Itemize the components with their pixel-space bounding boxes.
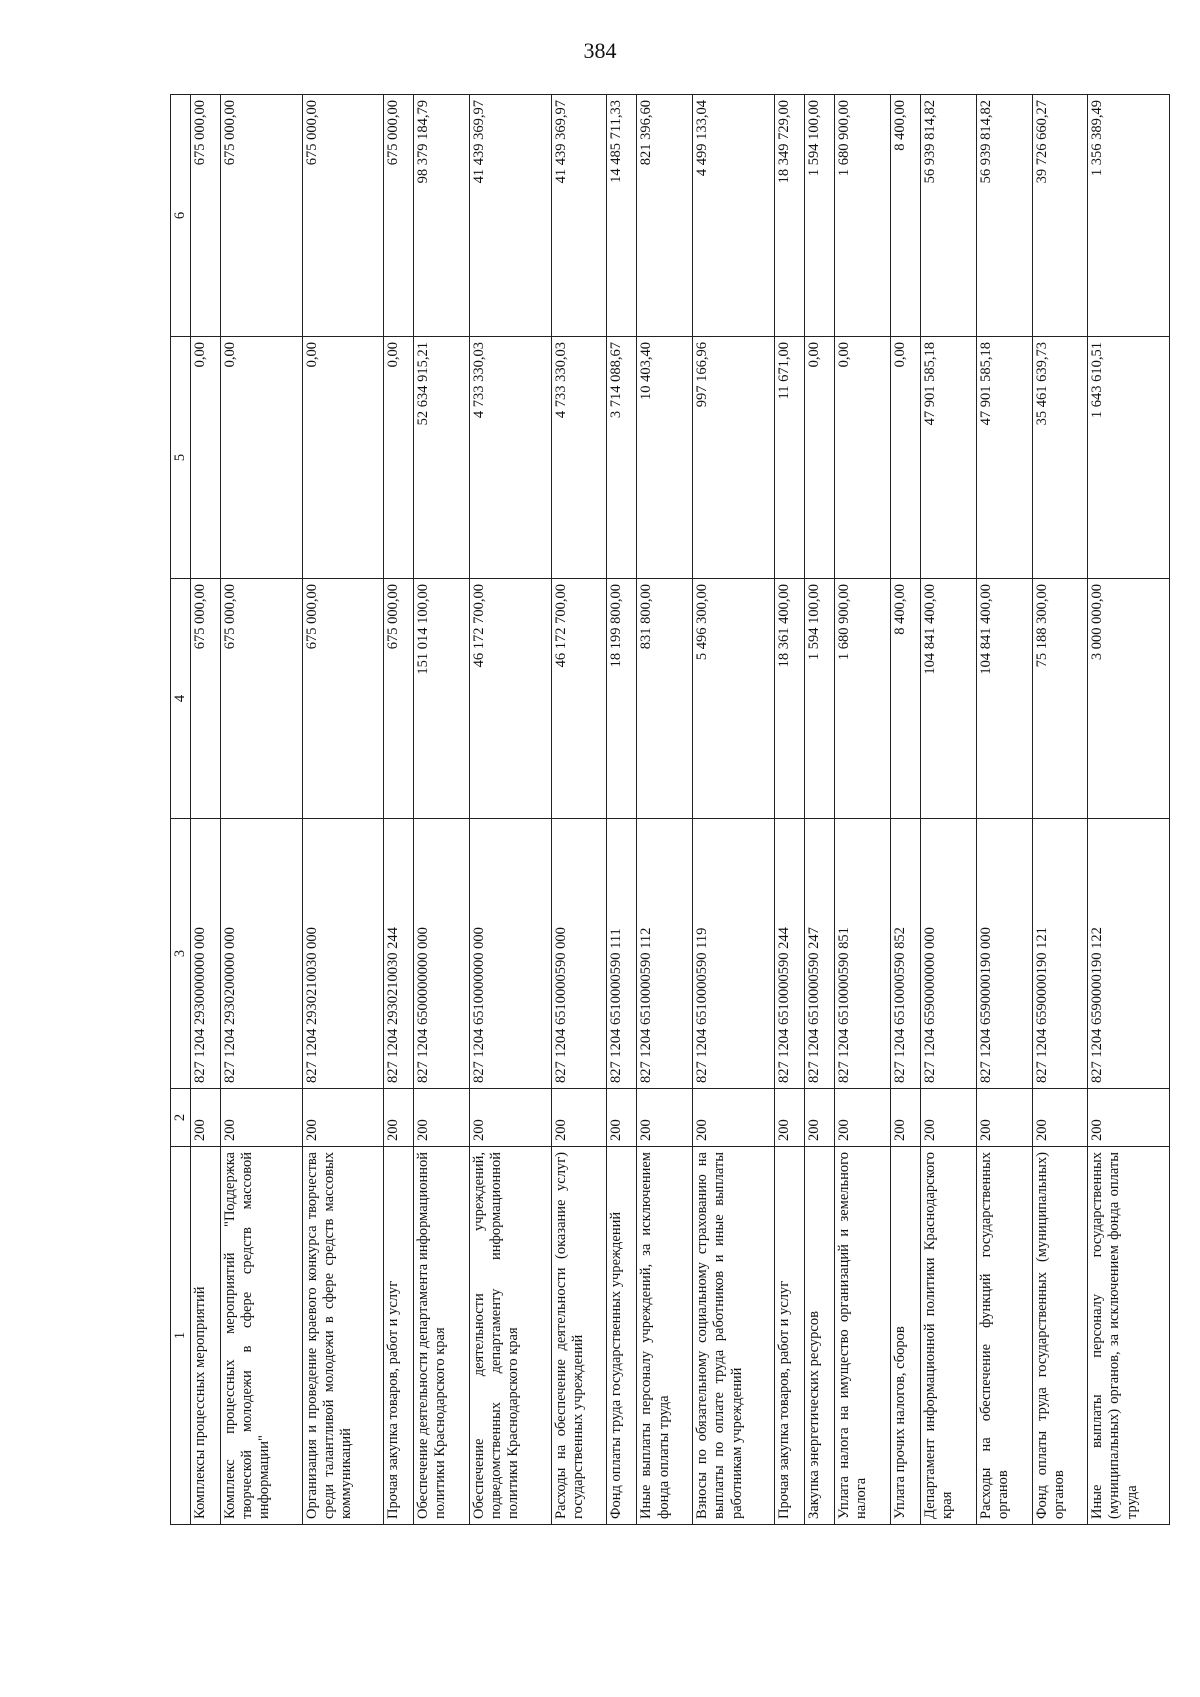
row-col6: 1 594 100,00	[804, 95, 834, 337]
row-col6: 1 356 389,49	[1088, 95, 1170, 337]
table-row	[607, 95, 637, 1525]
table-row	[1032, 95, 1088, 1525]
row-col5: 3 714 088,67	[607, 337, 637, 579]
row-col5: 0,00	[221, 337, 302, 579]
row-col4: 675 000,00	[191, 579, 221, 819]
column-header-5: 5	[171, 337, 191, 579]
row-col6: 39 726 660,27	[1032, 95, 1088, 337]
row-col5: 4 733 330,03	[551, 337, 607, 579]
row-col4: 1 594 100,00	[804, 579, 834, 819]
budget-table	[170, 94, 1170, 1525]
row-code: 827 1204 6510000590 119	[693, 819, 774, 1089]
column-header-4: 4	[171, 579, 191, 819]
column-header-3: 3	[171, 819, 191, 1089]
table-row	[551, 95, 607, 1525]
row-col4: 18 361 400,00	[774, 579, 804, 819]
row-code: 827 1204 2930000000 000	[191, 819, 221, 1089]
row-col2: 200	[774, 1089, 804, 1147]
row-name: Иные выплаты персоналу государственных (муниципальных) органов, за исключением фонда оплаты труда	[1088, 1147, 1170, 1525]
rotated-table-container	[170, 95, 1170, 1525]
row-col4: 8 400,00	[890, 579, 920, 819]
row-col2: 200	[693, 1089, 774, 1147]
row-col2: 200	[1088, 1089, 1170, 1147]
row-code: 827 1204 6510000000 000	[470, 819, 551, 1089]
row-col2: 200	[835, 1089, 891, 1147]
row-code: 827 1204 6590000000 000	[920, 819, 976, 1089]
row-col6: 675 000,00	[191, 95, 221, 337]
row-col2: 200	[976, 1089, 1032, 1147]
row-col2: 200	[637, 1089, 693, 1147]
row-col4: 75 188 300,00	[1032, 579, 1088, 819]
row-col6: 821 396,60	[637, 95, 693, 337]
row-col2: 200	[920, 1089, 976, 1147]
row-col2: 200	[470, 1089, 551, 1147]
row-col2: 200	[607, 1089, 637, 1147]
table-row	[976, 95, 1032, 1525]
row-col4: 3 000 000,00	[1088, 579, 1170, 819]
row-col5: 0,00	[835, 337, 891, 579]
row-code: 827 1204 2930210030 244	[384, 819, 414, 1089]
row-col6: 14 485 711,33	[607, 95, 637, 337]
row-col5: 997 166,96	[693, 337, 774, 579]
table-row	[191, 95, 221, 1525]
row-col4: 675 000,00	[384, 579, 414, 819]
table-row	[302, 95, 383, 1525]
row-col5: 10 403,40	[637, 337, 693, 579]
row-code: 827 1204 6510000590 112	[637, 819, 693, 1089]
row-col2: 200	[890, 1089, 920, 1147]
table-row	[384, 95, 414, 1525]
row-code: 827 1204 6590000190 121	[1032, 819, 1088, 1089]
row-col5: 0,00	[890, 337, 920, 579]
row-col6: 675 000,00	[302, 95, 383, 337]
column-header-2: 2	[171, 1089, 191, 1147]
row-col4: 104 841 400,00	[920, 579, 976, 819]
row-col5: 1 643 610,51	[1088, 337, 1170, 579]
row-col5: 11 671,00	[774, 337, 804, 579]
row-col4: 151 014 100,00	[414, 579, 470, 819]
row-code: 827 1204 6510000590 111	[607, 819, 637, 1089]
row-code: 827 1204 6590000190 122	[1088, 819, 1170, 1089]
row-name: Уплата налога на имущество организаций и земельного налога	[835, 1147, 891, 1525]
row-col6: 1 680 900,00	[835, 95, 891, 337]
row-col5: 0,00	[191, 337, 221, 579]
row-col5: 47 901 585,18	[976, 337, 1032, 579]
row-col5: 35 461 639,73	[1032, 337, 1088, 579]
table-row	[221, 95, 302, 1525]
row-name: Взносы по обязательному социальному страхованию на выплаты по оплате труда работников и иные выплаты работникам учреждений	[693, 1147, 774, 1525]
table-row	[774, 95, 804, 1525]
row-code: 827 1204 2930200000 000	[221, 819, 302, 1089]
row-code: 827 1204 6510000590 852	[890, 819, 920, 1089]
row-name: Иные выплаты персоналу учреждений, за исключением фонда оплаты труда	[637, 1147, 693, 1525]
row-col5: 52 634 915,21	[414, 337, 470, 579]
table-viewport	[170, 95, 1170, 1525]
row-col4: 5 496 300,00	[693, 579, 774, 819]
row-col2: 200	[551, 1089, 607, 1147]
row-name: Расходы на обеспечение функций государственных органов	[976, 1147, 1032, 1525]
row-col4: 46 172 700,00	[470, 579, 551, 819]
row-col5: 0,00	[804, 337, 834, 579]
row-code: 827 1204 2930210030 000	[302, 819, 383, 1089]
row-col5: 47 901 585,18	[920, 337, 976, 579]
row-col2: 200	[414, 1089, 470, 1147]
row-col4: 18 199 800,00	[607, 579, 637, 819]
row-col4: 104 841 400,00	[976, 579, 1032, 819]
row-name: Фонд оплаты труда государственных (муниципальных) органов	[1032, 1147, 1088, 1525]
row-col4: 46 172 700,00	[551, 579, 607, 819]
row-col2: 200	[221, 1089, 302, 1147]
row-col6: 56 939 814,82	[976, 95, 1032, 337]
table-row	[693, 95, 774, 1525]
table-row	[890, 95, 920, 1525]
row-col6: 675 000,00	[221, 95, 302, 337]
table-row	[637, 95, 693, 1525]
row-col6: 18 349 729,00	[774, 95, 804, 337]
row-col4: 675 000,00	[302, 579, 383, 819]
table-row	[1088, 95, 1170, 1525]
row-col6: 675 000,00	[384, 95, 414, 337]
row-name: Комплекс процессных мероприятий "Поддержка творческой молодежи в сфере средств массовой информации"	[221, 1147, 302, 1525]
row-name: Прочая закупка товаров, работ и услуг	[384, 1147, 414, 1525]
row-name: Обеспечение деятельности учреждений, подведомственных департаменту информационной политики Краснодарского края	[470, 1147, 551, 1525]
row-code: 827 1204 6510000590 851	[835, 819, 891, 1089]
row-col4: 675 000,00	[221, 579, 302, 819]
column-header-6: 6	[171, 95, 191, 337]
row-name: Организация и проведение краевого конкурса творчества среди талантливой молодежи в сфере средств массовых коммуникаций	[302, 1147, 383, 1525]
row-col6: 4 499 133,04	[693, 95, 774, 337]
row-code: 827 1204 6510000590 000	[551, 819, 607, 1089]
column-header-1: 1	[171, 1147, 191, 1525]
row-name: Фонд оплаты труда государственных учреждений	[607, 1147, 637, 1525]
row-col6: 41 439 369,97	[470, 95, 551, 337]
row-name: Расходы на обеспечение деятельности (оказание услуг) государственных учреждений	[551, 1147, 607, 1525]
row-name: Обеспечение деятельности департамента информационной политики Краснодарского края	[414, 1147, 470, 1525]
table-row	[835, 95, 891, 1525]
row-col2: 200	[1032, 1089, 1088, 1147]
row-name: Уплата прочих налогов, сборов	[890, 1147, 920, 1525]
row-col4: 1 680 900,00	[835, 579, 891, 819]
row-col2: 200	[804, 1089, 834, 1147]
table-row	[804, 95, 834, 1525]
row-name: Прочая закупка товаров, работ и услуг	[774, 1147, 804, 1525]
row-col2: 200	[384, 1089, 414, 1147]
page-number: 384	[583, 38, 617, 63]
row-col6: 41 439 369,97	[551, 95, 607, 337]
row-col4: 831 800,00	[637, 579, 693, 819]
row-col6: 8 400,00	[890, 95, 920, 337]
row-name: Комплексы процессных мероприятий	[191, 1147, 221, 1525]
row-code: 827 1204 6510000590 247	[804, 819, 834, 1089]
table-row	[414, 95, 470, 1525]
row-code: 827 1204 6510000590 244	[774, 819, 804, 1089]
row-code: 827 1204 6590000190 000	[976, 819, 1032, 1089]
row-col5: 4 733 330,03	[470, 337, 551, 579]
row-code: 827 1204 6500000000 000	[414, 819, 470, 1089]
table-row	[470, 95, 551, 1525]
row-col6: 56 939 814,82	[920, 95, 976, 337]
row-col2: 200	[302, 1089, 383, 1147]
row-name: Департамент информационной политики Краснодарского края	[920, 1147, 976, 1525]
row-col5: 0,00	[384, 337, 414, 579]
table-row	[920, 95, 976, 1525]
row-col5: 0,00	[302, 337, 383, 579]
header-row	[171, 95, 191, 1525]
row-col2: 200	[191, 1089, 221, 1147]
row-name: Закупка энергетических ресурсов	[804, 1147, 834, 1525]
row-col6: 98 379 184,79	[414, 95, 470, 337]
